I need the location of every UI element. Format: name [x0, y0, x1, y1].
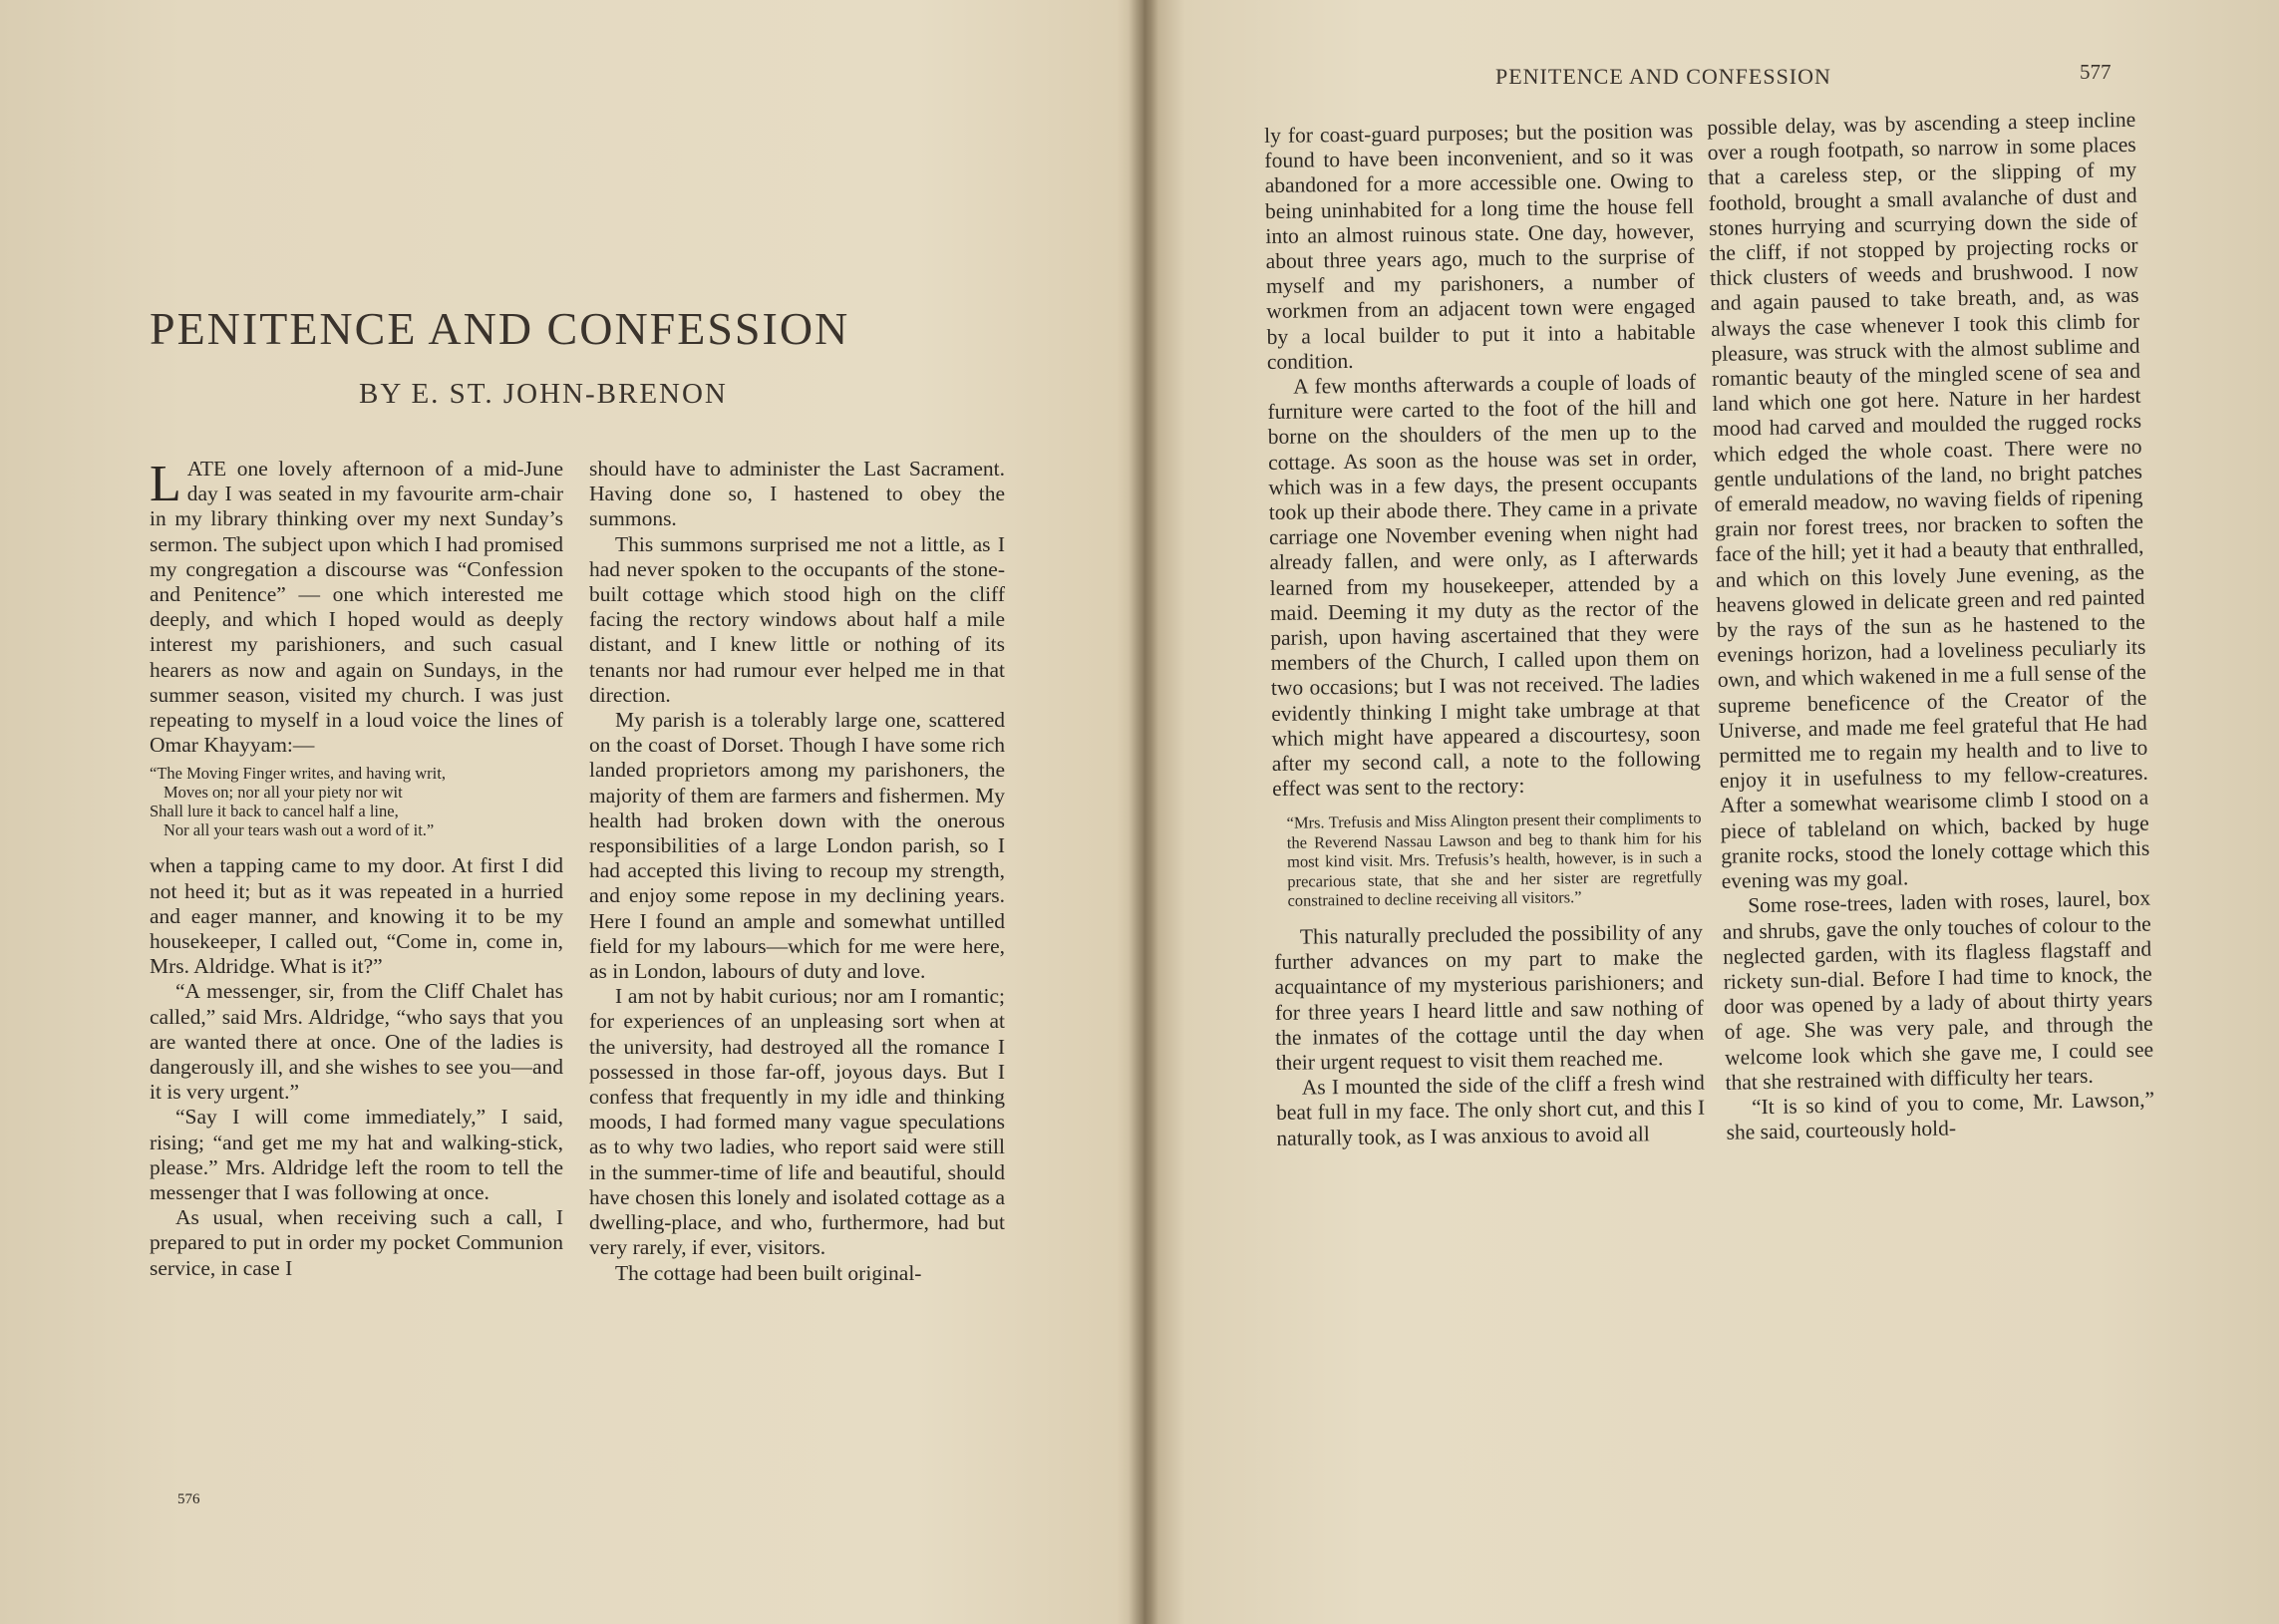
paragraph: Some rose-trees, laden with roses, laurel, box and shrubs, gave the only touches of colour to the neglected garden, with its flagless flagstaff and rickety sun-dial. Before I had time to knock, the door was opened by a lady of about thirty years of age. She was very pale, and through the welcome look which she gave me, I could see that she restrained with difficulty her tears. — [1722, 885, 2154, 1095]
right-column-2 — [1707, 108, 2155, 1145]
verse-line: Moves on; nor all your piety nor wit — [163, 783, 403, 803]
verse-line: “The Moving Finger writes, and having writ, — [150, 764, 446, 784]
paragraph: “Say I will come immediately,” I said, rising; “and get me my hat and walking-stick, please.” Mrs. Aldridge left the room to tell the messenger that I was following at once. — [150, 1105, 563, 1205]
right-column-1 — [1264, 119, 1706, 1151]
paragraph: My parish is a tolerably large one, scattered on the coast of Dorset. Though I have some rich landed proprietors among my parishoners, the majority of them are farmers and fishermen. My health had broken down with the onerous responsibilities of a large London parish, so I had accepted this living to recoup my strength, and enjoy some repose in my declining years. Here I found an ample and somewhat untilled field for my labours—which for me were here, as in London, labours of duty and love. — [589, 708, 1005, 984]
paragraph: ly for coast-guard purposes; but the position was found to have been inconvenient, and so it was abandoned for a more accessible one. Owing to being uninhabited for a long time the house fell into an almost ruinous state. One day, however, about three years ago, much to the surprise of myself and my parishoners, a number of workmen from an adjacent town were engaged by a local builder to put it into a habitable condition. — [1264, 118, 1696, 374]
paragraph: I am not by habit curious; nor am I romantic; for experiences of an unpleasing sort when at the university, had destroyed all the romance I possessed in those far-off, joyous days. But I confess that frequently in my idle and thinking moods, I had formed many vague speculations as to why two ladies, who report said were still in the summer-time of life and beautiful, should have chosen this lonely and isolated cottage as a dwelling-place, and who, furthermore, had but very rarely, if ever, visitors. — [589, 984, 1005, 1260]
paragraph: This summons surprised me not a little, as I had never spoken to the occupants of the stone-built cottage which stood high on the cliff facing the rectory windows about half a mile distant, and I knew little or nothing of its tenants nor had rumour ever helped me in that direction. — [589, 531, 1005, 707]
right-page — [1146, 0, 2279, 1624]
paragraph — [150, 457, 563, 758]
left-page — [0, 0, 1137, 1624]
note-quotation: “Mrs. Trefusis and Miss Alington present their compliments to the Reverend Nassau Lawson and beg to thank him for his most kind visit. Mrs. Trefusis’s health, however, is in such a precarious state, that she and her sister are regretfully constrained to decline receiving all visitors.” — [1286, 809, 1703, 911]
paragraph: “It is so kind of you to come, Mr. Lawson,” she said, courteously hold- — [1726, 1087, 2155, 1144]
paragraph-text: ATE one lovely afternoon of a mid-June day I was seated in my favourite arm-chair in my library thinking over my next Sunday’s sermon. The subject upon which I had promised my congregation a discourse was “Confession and Penitence” — one which interested me deeply, and which I hoped would as deeply interest my parishioners, and such casual hearers as now and again on Sundays, in the summer season, visited my church. I was just repeating to myself in a loud voice the lines of Omar Khayyam:— — [150, 457, 563, 758]
paragraph: should have to administer the Last Sacrament. Having done so, I hastened to obey the summons. — [589, 457, 1005, 531]
left-column-2 — [589, 457, 1005, 1286]
verse-line: Nor all your tears wash out a word of it.” — [163, 820, 435, 840]
paragraph: The cottage had been built original- — [615, 1260, 922, 1285]
verse-quotation — [150, 764, 563, 839]
page-number-left: 576 — [177, 1491, 200, 1507]
verse-line: Shall lure it back to cancel half a line, — [150, 802, 399, 821]
running-head: PENITENCE AND CONFESSION — [1495, 64, 1831, 89]
left-column-1 — [150, 457, 563, 1281]
paragraph: As I mounted the side of the cliff a fresh wind beat full in my face. The only short cut, and this I naturally took, as I was anxious to avoid all — [1275, 1070, 1706, 1150]
paragraph: This naturally precluded the possibility of any further advances on my part to make the acquaintance of my mysterious parishioners; and for three years I heard little and saw nothing of the inmates of the cottage until the day when their urgent request to visit them reached me. — [1274, 919, 1705, 1075]
paragraph: possible delay, was by ascending a steep incline over a rough footpath, so narrow in some places that a careless step, or the slipping of my foothold, brought a small avalanche of dust and stones hurrying and scurrying down the side of the cliff, if not stopped by projecting rocks or thick clusters of weeds and brushwood. I now and again paused to take breath, and, as was always the case whenever I took this climb for pleasure, was struck with the almost sublime and romantic beauty of the mingled scene of sea and land which one got here. Nature in her hardest mood had carved and moulded the rugged rocks which edged the whole coast. There were no gentle undulations of the land, no bright patches of emerald meadow, no waving fields of ripening grain nor forest trees, nor bracken to soften the face of the hill; yet it had a beauty that enthralled, and which on this lovely June evening, as the heavens glowed in delicate green and red painted by the rays of the sun as he hastened to the evenings horizon, had a loveliness peculiarly its own, and which wakened in me a full sense of the supreme beneficence of the Creator of the Universe, and made me feel grateful that He had permitted me to regain my health and to live to enjoy it in usefulness to my fellow-creatures. After a somewhat wearisome climb I stood on a piece of tableland on which, backed by huge granite rocks, stood the lonely cottage which this evening was my goal. — [1707, 107, 2150, 893]
paragraph: “A messenger, sir, from the Cliff Chalet has called,” said Mrs. Aldridge, “who says that you are wanted there at once. One of the ladies is dangerously ill, and she wishes to see you—and it is very urgent.” — [150, 979, 563, 1105]
paragraph: A few months afterwards a couple of loads of furniture were carted to the foot of the hill and borne on the shoulders of the men up to the cottage. As soon as the house was set in order, which was in a few days, the present occupants took up their abode there. They came in a private carriage one November evening when night had already fallen, and were only, as I afterwards learned from my housekeeper, attended by a maid. Deeming it my duty as the rector of the parish, upon having ascertained that they were members of the Church, I called upon them on two occasions; but I was not received. The ladies evidently thinking I might take umbrage at that which might have appeared a discourtesy, soon after my second call, a note to the following effect was sent to the rectory: — [1267, 369, 1701, 802]
page-number-right: 577 — [2080, 60, 2112, 84]
paragraph: As usual, when receiving such a call, I prepared to put in order my pocket Communion service, in case I — [150, 1205, 563, 1280]
drop-cap: L — [150, 456, 181, 512]
article-title: PENITENCE AND CONFESSION — [150, 303, 850, 354]
article-byline: BY E. ST. JOHN-BRENON — [359, 378, 728, 410]
paragraph: when a tapping came to my door. At first I did not heed it; but as it was repeated in a hurried and eager manner, and knowing it to be my housekeeper, I called out, “Come in, come in, Mrs. Aldridge. What is it?” — [150, 853, 563, 979]
